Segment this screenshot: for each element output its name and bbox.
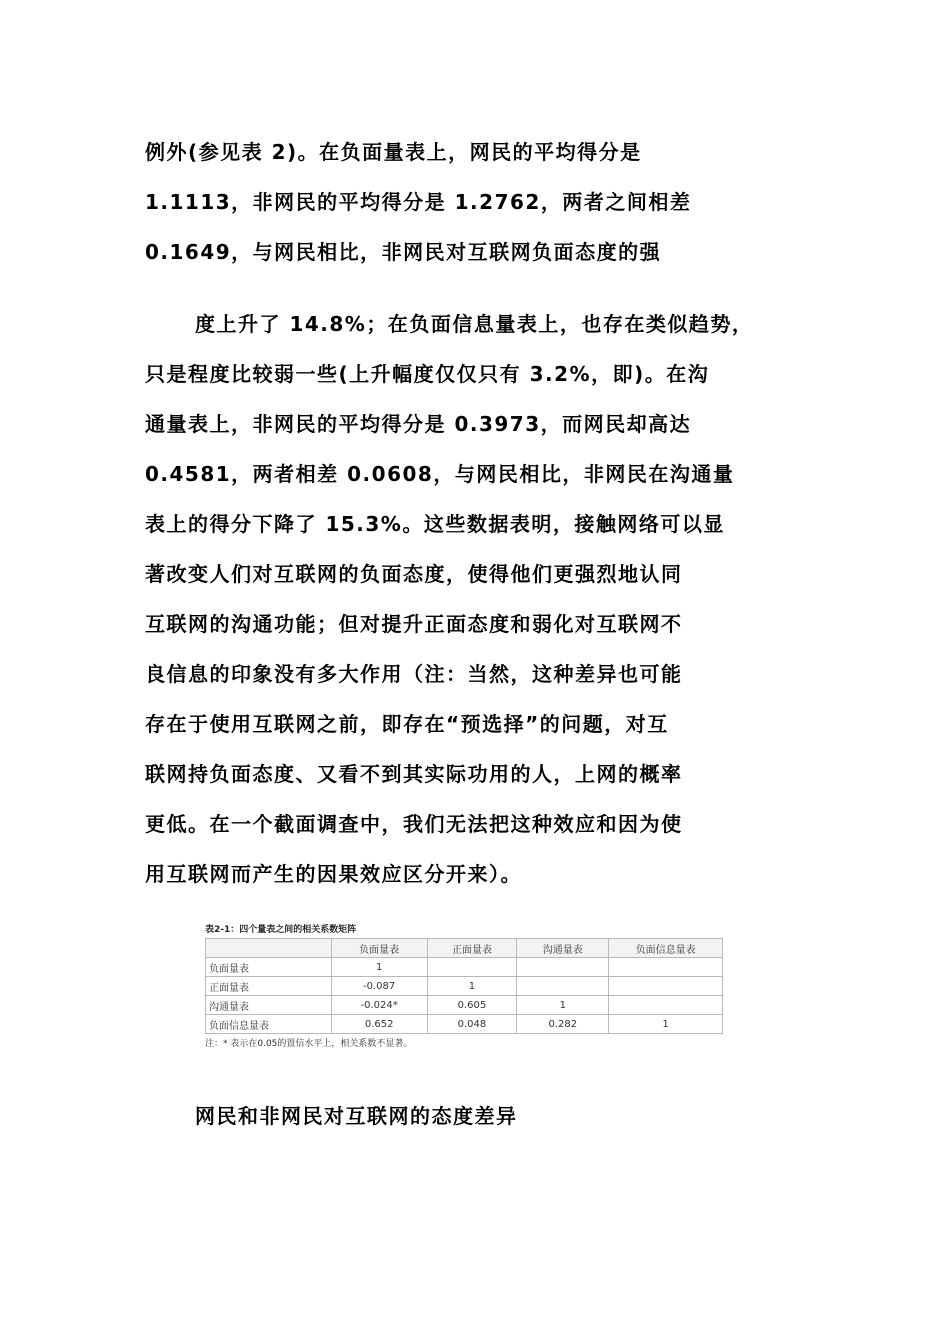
paragraph-line: 例外(参见表 2)。在负面量表上，网民的平均得分是 [145,140,642,164]
correlation-table [205,938,723,1034]
table-header-cell [206,939,332,958]
table-header-cell: 沟通量表 [517,939,609,958]
row-label-cell: 负面信息量表 [206,1015,332,1034]
table-row [206,958,723,977]
row-label-cell: 沟通量表 [206,996,332,1015]
paragraph-line: 1.1113，非网民的平均得分是 1.2762，两者之间相差 [145,190,692,214]
table-cell: 0.652 [331,1015,427,1034]
table-cell: 0.605 [427,996,517,1015]
table-cell: 1 [609,1015,723,1034]
table-row [206,977,723,996]
paragraph-line: 表上的得分下降了 15.3%。这些数据表明，接触网络可以显 [145,512,725,536]
row-label-cell: 正面量表 [206,977,332,996]
table-cell: 0.282 [517,1015,609,1034]
table-cell: 1 [331,958,427,977]
table-cell: -0.024* [331,996,427,1015]
paragraph-line: 互联网的沟通功能；但对提升正面态度和弱化对互联网不 [145,612,683,636]
table-cell: 0.048 [427,1015,517,1034]
correlation-table-figure [205,924,725,1049]
paragraph-line: 0.4581，两者相差 0.0608，与网民相比，非网民在沟通量 [145,462,735,486]
table-cell: -0.087 [331,977,427,996]
section-heading: 网民和非网民对互联网的态度差异 [195,1104,518,1128]
table-cell [427,958,517,977]
paragraph-line: 联网持负面态度、又看不到其实际功用的人，上网的概率 [145,762,683,786]
paragraph-line: 0.1649，与网民相比，非网民对互联网负面态度的强 [145,240,662,264]
table-header-cell: 负面信息量表 [609,939,723,958]
row-label-cell: 负面量表 [206,958,332,977]
table-cell [517,977,609,996]
table-cell [609,958,723,977]
table-cell [517,958,609,977]
paragraph-line: 良信息的印象没有多大作用（注：当然，这种差异也可能 [145,662,683,686]
table-cell [609,996,723,1015]
table-header-row [206,939,723,958]
paragraph-line: 著改变人们对互联网的负面态度，使得他们更强烈地认同 [145,562,683,586]
table-header-cell: 正面量表 [427,939,517,958]
paragraph-line: 存在于使用互联网之前，即存在“预选择”的问题，对互 [145,712,669,736]
table-header-cell: 负面量表 [331,939,427,958]
table-row [206,996,723,1015]
paragraph-line: 只是程度比较弱一些(上升幅度仅仅只有 3.2%，即)。在沟 [145,362,710,386]
table-row [206,1015,723,1034]
paragraph-line: 更低。在一个截面调查中，我们无法把这种效应和因为使 [145,812,683,836]
paragraph-line: 通量表上，非网民的平均得分是 0.3973，而网民却高达 [145,412,692,436]
paragraph-line: 用互联网而产生的因果效应区分开来）。 [145,862,522,886]
table-cell: 1 [517,996,609,1015]
table-cell [609,977,723,996]
table-note: 注：* 表示在0.05的置信水平上，相关系数不显著。 [205,1039,413,1049]
table-caption: 表2-1：四个量表之间的相关系数矩阵 [205,925,357,935]
paragraph-line: 度上升了 14.8%；在负面信息量表上，也存在类似趋势， [195,312,754,336]
table-cell: 1 [427,977,517,996]
